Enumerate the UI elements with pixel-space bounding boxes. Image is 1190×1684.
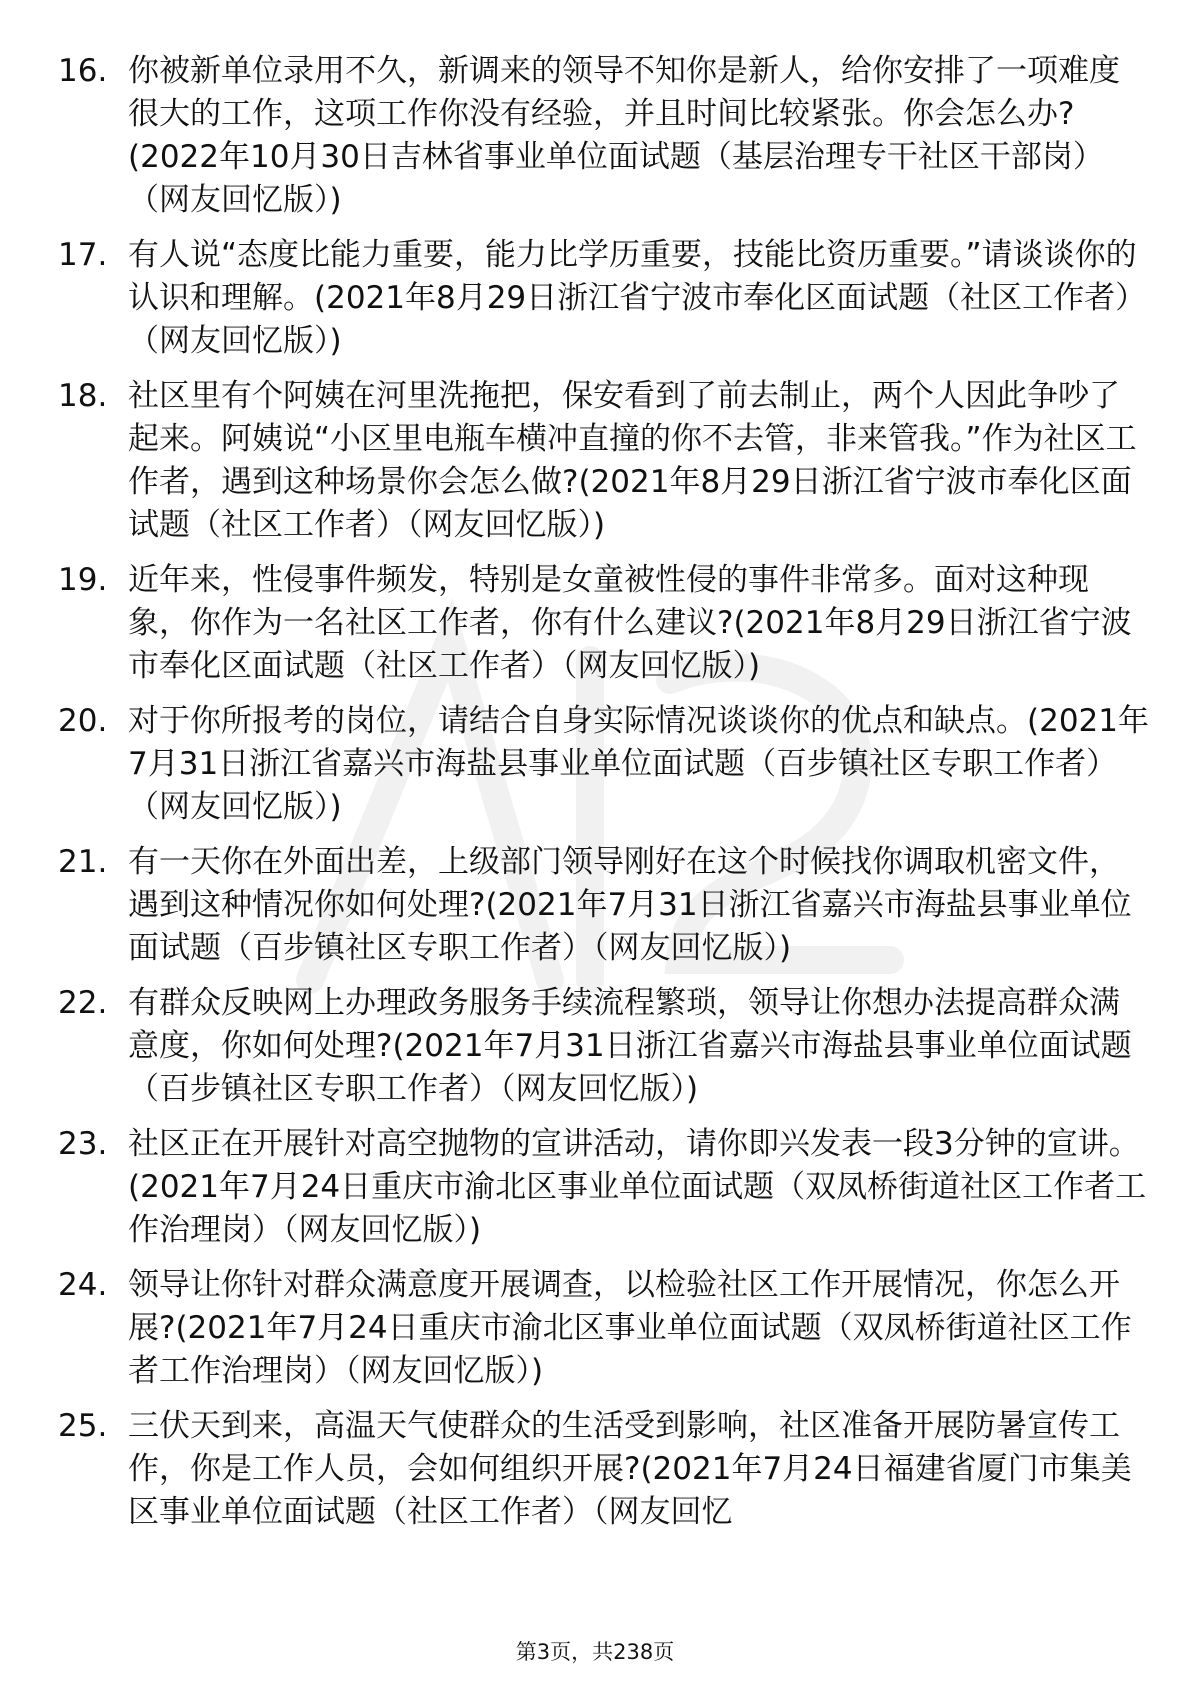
question-number: 21. xyxy=(58,844,108,880)
question-text: 有一天你在外面出差，上级部门领导刚好在这个时候找你调取机密文件，遇到这种情况你如何处理?(2021年7月31日浙江省嘉兴市海盐县事业单位面试题（百步镇社区专职工作者）（网友回忆版）) xyxy=(128,844,1132,966)
question-text: 有人说“态度比能力重要，能力比学历重要，技能比资历重要。”请谈谈你的认识和理解。(2021年8月29日浙江省宁波市奉化区面试题（社区工作者）（网友回忆版）) xyxy=(128,237,1147,359)
question-number: 24. xyxy=(58,1267,108,1303)
list-item xyxy=(0,982,1190,1111)
list-item xyxy=(0,234,1190,363)
question-number: 25. xyxy=(58,1408,108,1444)
question-text: 近年来，性侵事件频发，特别是女童被性侵的事件非常多。面对这种现象，你作为一名社区工作者，你有什么建议?(2021年8月29日浙江省宁波市奉化区面试题（社区工作者）（网友回忆版）) xyxy=(128,562,1132,684)
list-item xyxy=(0,841,1190,970)
question-number: 19. xyxy=(58,562,108,598)
list-item xyxy=(0,700,1190,829)
list-item xyxy=(0,50,1190,222)
question-text: 社区里有个阿姨在河里洗拖把，保安看到了前去制止，两个人因此争吵了起来。阿姨说“小区里电瓶车横冲直撞的你不去管，非来管我。”作为社区工作者，遇到这种场景你会怎么做?(2021年8月29日浙江省宁波市奉化区面试题（社区工作者）（网友回忆版）) xyxy=(128,378,1137,543)
question-number: 16. xyxy=(58,53,108,89)
question-text: 社区正在开展针对高空抛物的宣讲活动，请你即兴发表一段3分钟的宣讲。(2021年7月24日重庆市渝北区事业单位面试题（双凤桥街道社区工作者工作治理岗）（网友回忆版）) xyxy=(128,1126,1147,1248)
question-number: 23. xyxy=(58,1126,108,1162)
question-text: 有群众反映网上办理政务服务手续流程繁琐，领导让你想办法提高群众满意度，你如何处理?(2021年7月31日浙江省嘉兴市海盐县事业单位面试题（百步镇社区专职工作者）（网友回忆版）) xyxy=(128,985,1132,1107)
list-item xyxy=(0,1405,1190,1534)
question-text: 你被新单位录用不久，新调来的领导不知你是新人，给你安排了一项难度很大的工作，这项工作你没有经验，并且时间比较紧张。你会怎么办?(2022年10月30日吉林省事业单位面试题（基层治理专干社区干部岗）（网友回忆版）) xyxy=(128,53,1120,218)
question-number: 20. xyxy=(58,703,108,739)
list-item xyxy=(0,1264,1190,1393)
question-number: 22. xyxy=(58,985,108,1021)
question-text: 对于你所报考的岗位，请结合自身实际情况谈谈你的优点和缺点。(2021年7月31日浙江省嘉兴市海盐县事业单位面试题（百步镇社区专职工作者）（网友回忆版）) xyxy=(128,703,1149,825)
list-item xyxy=(0,1123,1190,1252)
question-number: 18. xyxy=(58,378,108,414)
question-text: 三伏天到来，高温天气使群众的生活受到影响，社区准备开展防暑宣传工作，你是工作人员，会如何组织开展?(2021年7月24日福建省厦门市集美区事业单位面试题（社区工作者）（网友回忆 xyxy=(128,1408,1132,1530)
question-list xyxy=(0,50,1190,1546)
list-item xyxy=(0,375,1190,547)
page-number-footer: 第3页，共238页 xyxy=(515,1640,675,1664)
list-item xyxy=(0,559,1190,688)
question-number: 17. xyxy=(58,237,108,273)
question-text: 领导让你针对群众满意度开展调查，以检验社区工作开展情况，你怎么开展?(2021年7月24日重庆市渝北区事业单位面试题（双凤桥街道社区工作者工作治理岗）（网友回忆版）) xyxy=(128,1267,1132,1389)
